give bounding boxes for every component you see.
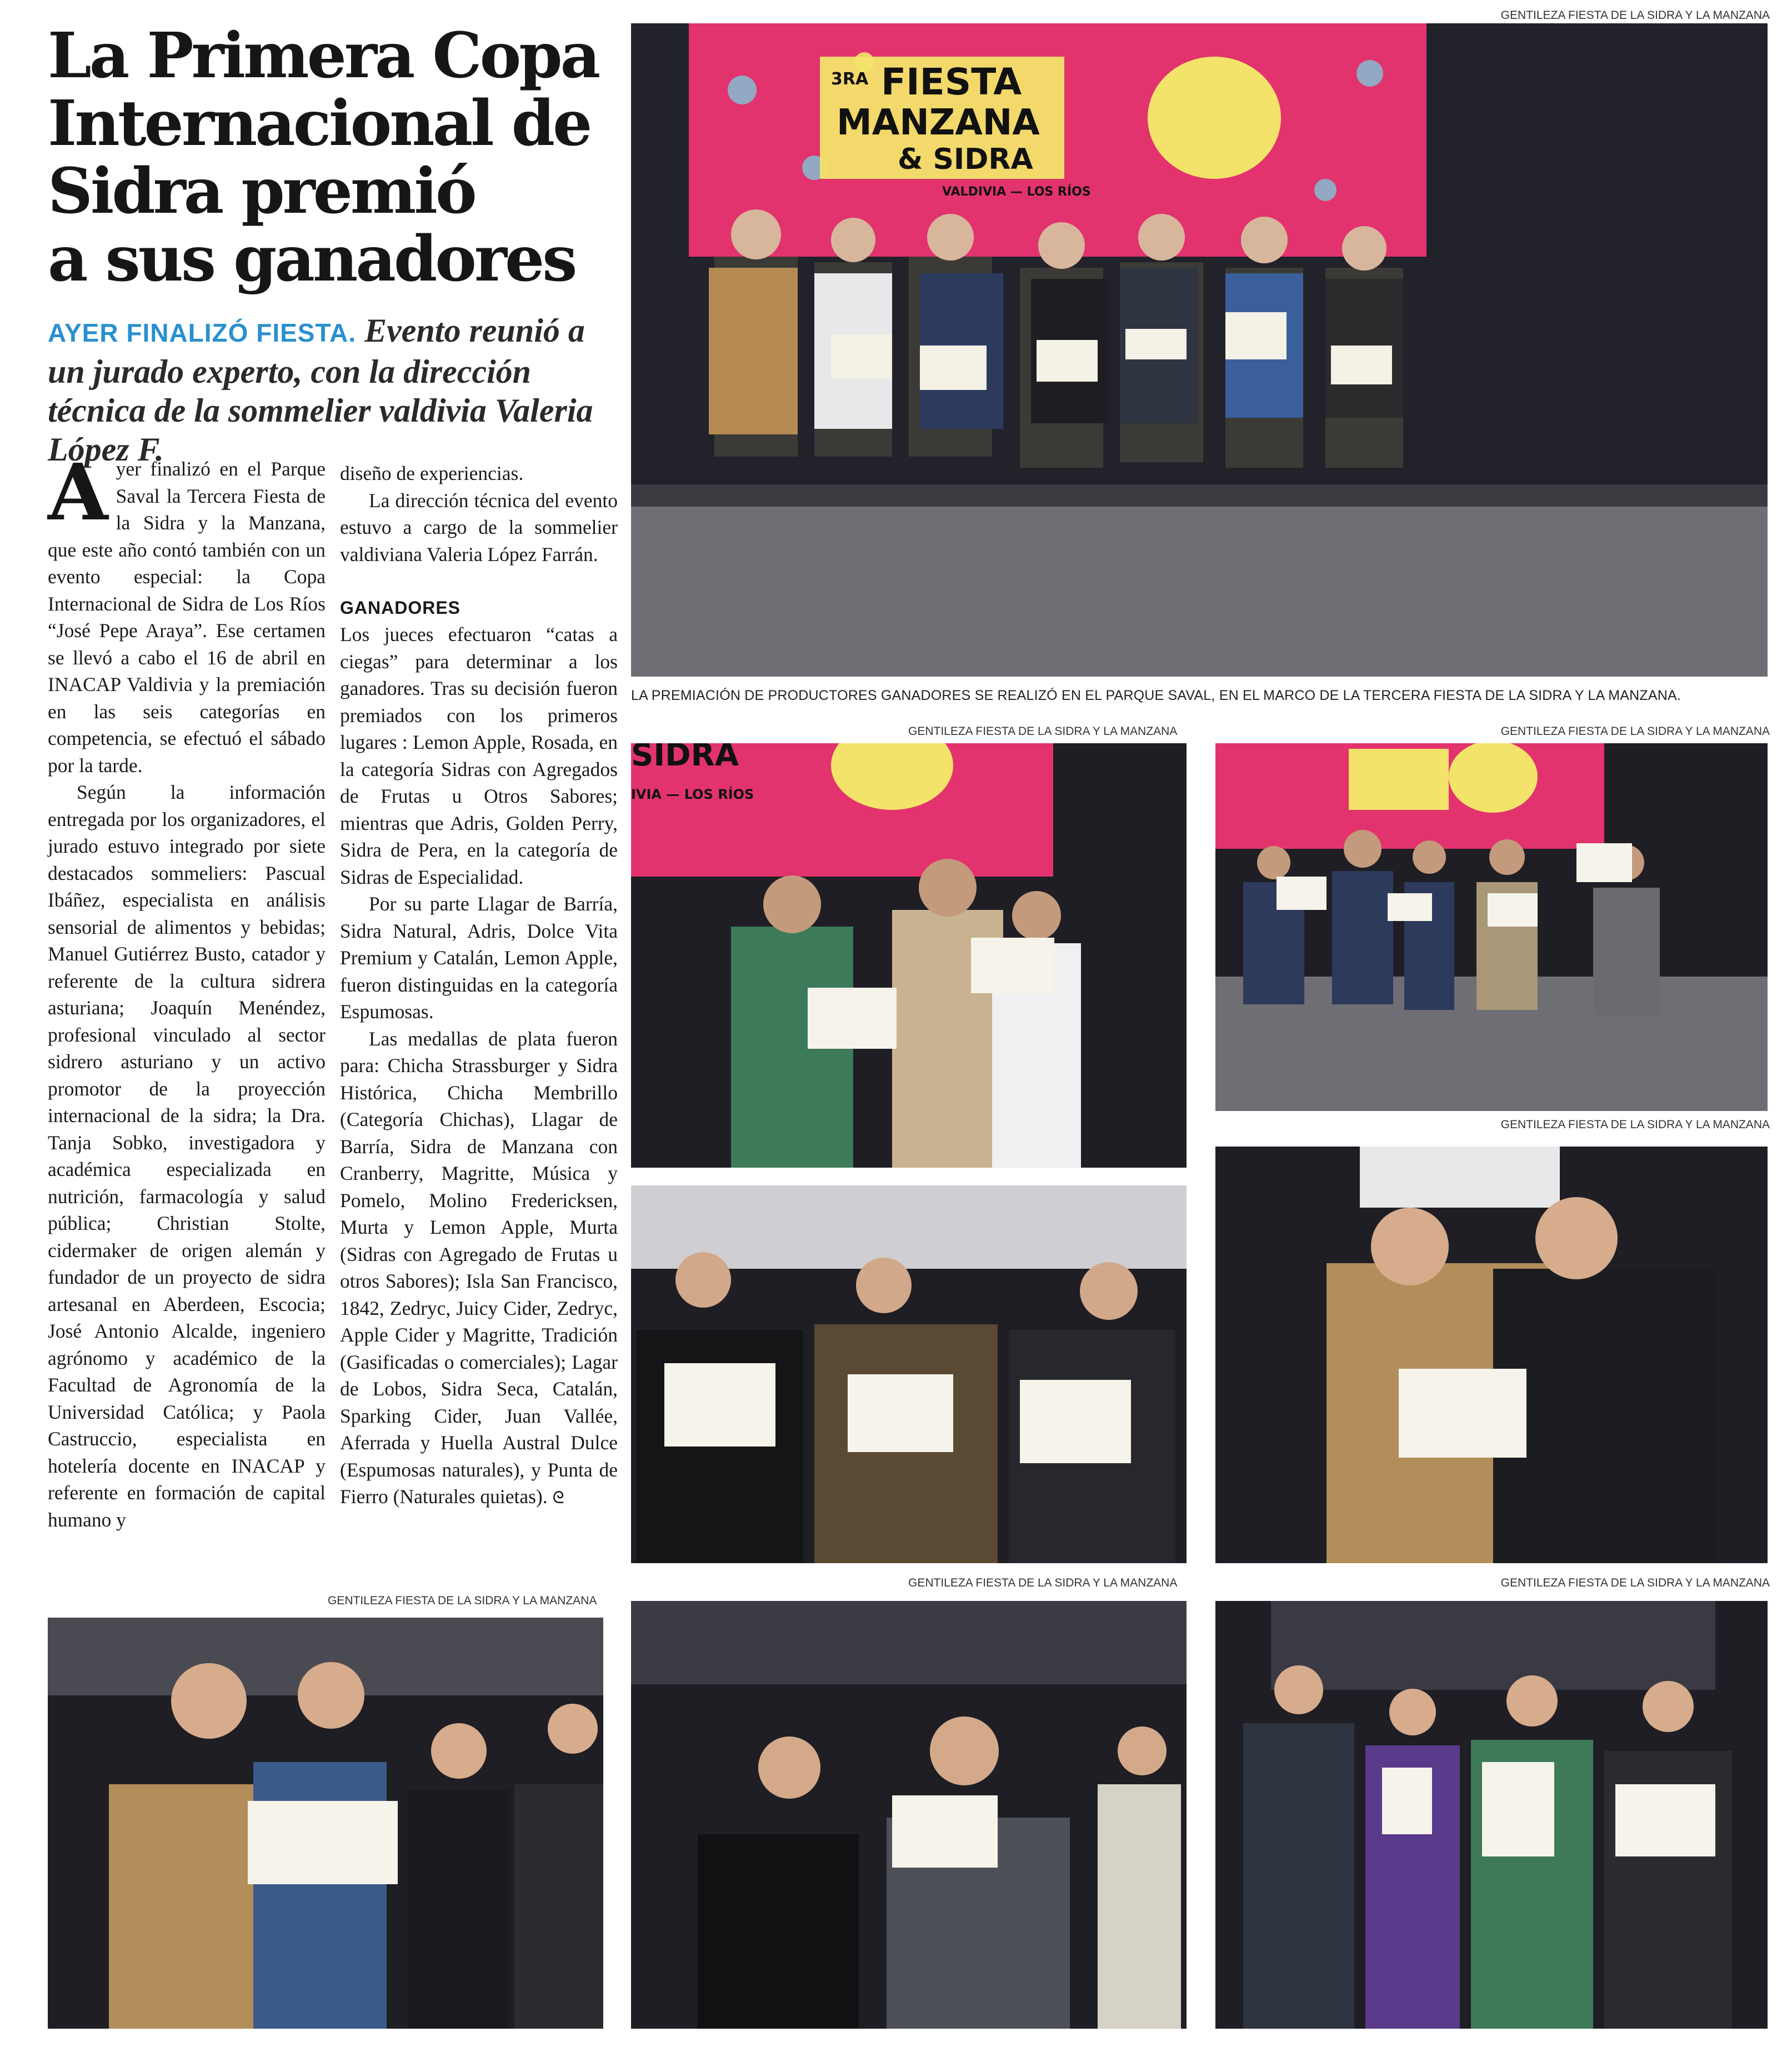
body-paragraph: La dirección técnica del evento estuvo a cargo de la sommelier valdiviana Valeria López Farrán.: [340, 489, 618, 565]
banner-line: MANZANA: [837, 102, 1040, 143]
photo-illustration: [631, 23, 1768, 677]
body-paragraph: Los jueces efectuaron “catas a ciegas” para determinar a los ganadores. Tras su decisión fueron premiados con los primeros lugares : Lemon Apple, Rosada, en la categoría Sidras con Agregados de Frutas u Otros Sabores; mientras que Adris, Golden Perry, Sidra de Pera, en la categoría de Sidras de Especialidad.: [340, 623, 618, 888]
body-paragraph: Por su parte Llagar de Barría, Sidra Natural, Adris, Dolce Vita Premium y Catalán, Lemon Apple, fueron distinguidas en la categoría Espumosas.: [340, 893, 618, 1023]
body-text: Las medallas de plata fueron para: Chicha Strassburger y Sidra Histórica, Chicha Membrillo (Categoría Chichas), Llagar de Barría, Sidra de Manzana con Cranberry, Magritte, Música y Pomelo, Molino Fredericksen, Murta y Lemon Apple, Murta (Sidras con Agregado de Frutas u otros Sabores); Isla San Francisco, 1842, Zedryc, Juicy Cider, Zedryc, Apple Cider y Magritte, Tradición (Gasificadas o comerciales); Lagar de Lobos, Sidra Seca, Catalán, Sparking Cider, Juan Vallée, Aferrada y Huella Austral Dulce (Espumosas naturales), y Punta de Fierro (Naturales quietas).: [340, 1027, 618, 1508]
headline-line: Sidra premió: [48, 155, 475, 228]
end-mark: ᘓ: [552, 1488, 564, 1508]
section-subhead: GANADORES: [340, 598, 461, 618]
deck-kicker: AYER FINALIZÓ FIESTA.: [48, 318, 357, 347]
banner-edition: 3RA: [831, 69, 869, 89]
banner-place: VALDIVIA — LOS RÍOS: [942, 185, 1091, 199]
body-text: yer finalizó en el Parque Saval la Tercera Fiesta de la Sidra y la Manzana, que este año contó también con un evento especial: la Copa Internacional de Sidra de Los Ríos “José Pepe Araya”. Ese certamen se llevó a cabo el 16 de abril en INACAP Valdivia y la premiación en las seis categorías en competencia, se efectuó el sábado por la tarde.: [48, 458, 326, 777]
headline-line: La Primera Copa: [48, 19, 599, 92]
photo-credit: GENTILEZA FIESTA DE LA SIDRA Y LA MANZANA: [908, 1576, 1178, 1589]
photo-bottom-right-award: [1215, 1601, 1768, 2029]
banner-line: & SIDRA: [898, 143, 1033, 176]
photo-illustration: [48, 1618, 603, 2029]
body-column-1: [48, 447, 326, 1533]
photo-illustration: [631, 743, 1187, 1168]
photo-bottom-middle-award: [631, 1601, 1187, 2029]
deck-text: Evento reunió a un jurado experto, con la dirección técnica de la sommelier valdivia Valeria López F.: [48, 312, 593, 468]
photo-illustration: [1215, 1147, 1768, 1563]
photo-main-award-group: [631, 23, 1768, 677]
photo-illustration: [1215, 743, 1768, 1111]
banner-line: SIDRA: [631, 743, 739, 773]
photo-credit: GENTILEZA FIESTA DE LA SIDRA Y LA MANZANA: [1500, 9, 1770, 22]
deck: [48, 311, 609, 469]
photo-credit: GENTILEZA FIESTA DE LA SIDRA Y LA MANZANA: [1500, 725, 1770, 738]
photo-caption: LA PREMIACIÓN DE PRODUCTORES GANADORES SE REALIZÓ EN EL PARQUE SAVAL, EN EL MARCO DE LA TERCERA FIESTA DE LA SIDRA Y LA MANZANA.: [631, 688, 1681, 703]
photo-winners-trio: [631, 1185, 1187, 1563]
drop-cap: A: [48, 447, 108, 538]
photo-illustration: [631, 1185, 1187, 1563]
photo-credit: GENTILEZA FIESTA DE LA SIDRA Y LA MANZANA: [1500, 1576, 1770, 1589]
headline-line: Internacional de: [48, 87, 590, 160]
headline: [48, 19, 609, 296]
photo-illustration: [631, 1601, 1187, 2029]
body-paragraph: Según la información entregada por los organizadores, el jurado estuvo integrado por siete destacados sommeliers: Pascual Ibáñez, especialista en análisis sensorial de alimentos y bebidas; Manuel Gutiérrez Busto, catador y referente de la cultura sidrera asturiana; Joaquín Menéndez, profesional vinculado al sector sidrero asturiano y un activo promotor de la proyección internacional de la sidra; la Dra. Tanja Sobko, investigadora y académica especializada en nutrición, farmacología y salud pública; Christian Stolte, cidermaker de origen alemán y fundador de un proyecto de sidra artesanal en Aberdeen, Escocia; José Antonio Alcalde, ingeniero agrónomo y académico de la Facultad de Agronomía de la Universidad Católica; y Paola Castruccio, especialista en hotelería docente en INACAP y referente en formación de capital humano y: [48, 781, 326, 1531]
photo-two-men-certificate: [1215, 1147, 1768, 1563]
banner-line: FIESTA: [881, 61, 1022, 103]
banner-place: IVIA — LOS RÍOS: [631, 787, 754, 802]
photo-credit: GENTILEZA FIESTA DE LA SIDRA Y LA MANZANA: [328, 1594, 597, 1607]
photo-winners-group-2: [631, 743, 1187, 1168]
body-paragraph: diseño de experiencias.: [340, 462, 524, 484]
body-paragraph: [340, 1025, 618, 1512]
headline-line: a sus ganadores: [48, 223, 575, 296]
photo-winners-group-3: [1215, 743, 1768, 1111]
photo-illustration: [1215, 1601, 1768, 2029]
apple-graphic: [1148, 57, 1281, 179]
body-paragraph: [48, 447, 326, 779]
photo-credit: GENTILEZA FIESTA DE LA SIDRA Y LA MANZANA: [908, 725, 1178, 738]
photo-bottom-left-award: [48, 1618, 603, 2029]
photo-credit: GENTILEZA FIESTA DE LA SIDRA Y LA MANZANA: [1500, 1118, 1770, 1131]
body-column-2: [340, 460, 618, 1512]
